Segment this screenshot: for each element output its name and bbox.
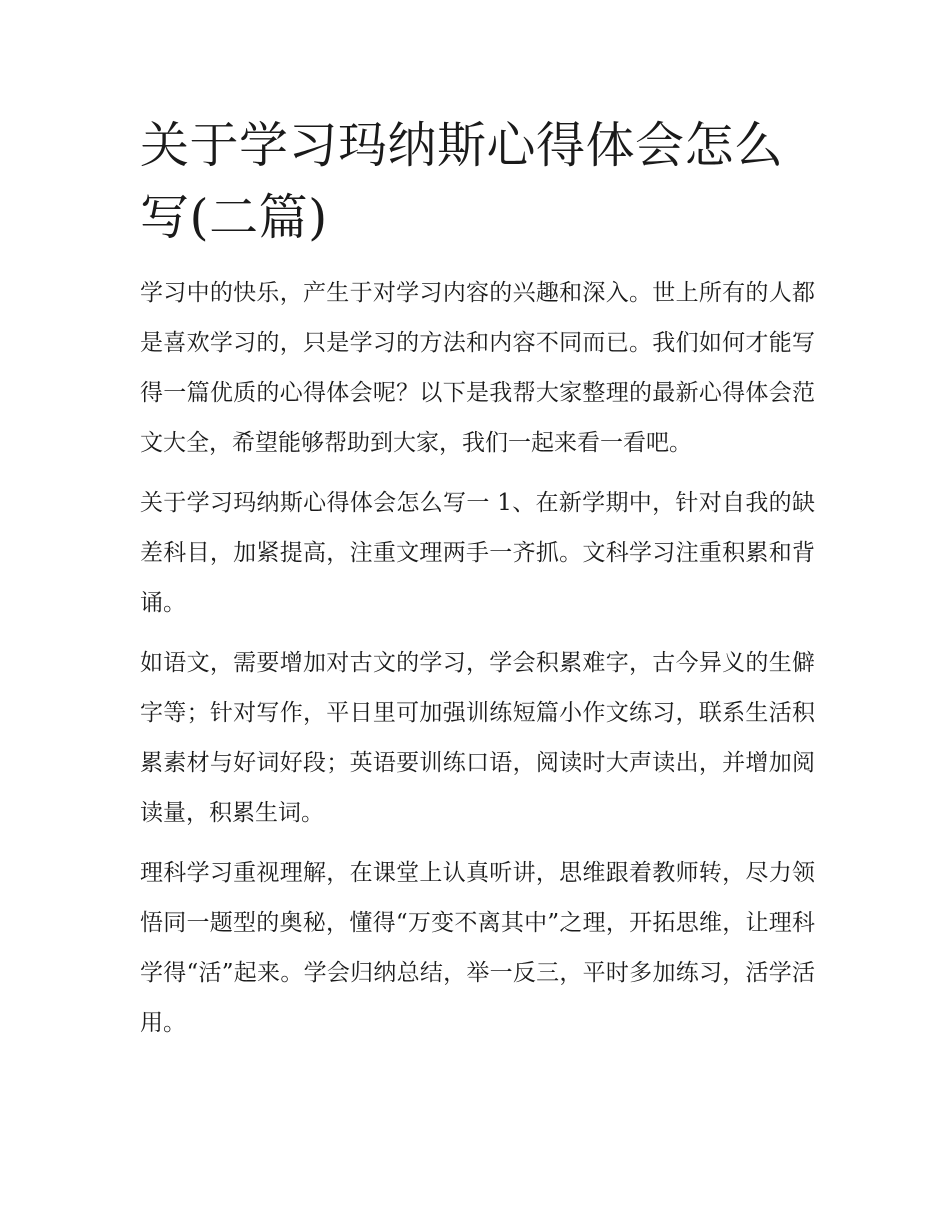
- paragraph-3: 理科学习重视理解，在课堂上认真听讲，思维跟着教师转，尽力领悟同一题型的奥秘，懂得“万变不离其中”之理，开拓思维，让理科学得“活”起来。学会归纳总结，举一反三，平时多加练习，活学活用。: [140, 860, 815, 1036]
- paragraph-1: 关于学习玛纳斯心得体会怎么写一 1、在新学期中，针对自我的缺差科目，加紧提高，注重文理两手一齐抓。文科学习注重积累和背诵。: [140, 490, 815, 616]
- document-title: 关于学习玛纳斯心得体会怎么写(二篇): [140, 117, 784, 246]
- paragraph-2: 如语文，需要增加对古文的学习，学会积累难字，古今异义的生僻字等；针对写作，平日里可加强训练短篇小作文练习，联系生活积累素材与好词好段；英语要训练口语，阅读时大声读出，并增加阅读量，积累生词。: [140, 650, 815, 826]
- document-page: [140, 110, 815, 1048]
- paragraph-intro: 学习中的快乐，产生于对学习内容的兴趣和深入。世上所有的人都是喜欢学习的，只是学习的方法和内容不同而已。我们如何才能写得一篇优质的心得体会呢？以下是我帮大家整理的最新心得体会范文大全，希望能够帮助到大家，我们一起来看一看吧。: [140, 280, 815, 456]
